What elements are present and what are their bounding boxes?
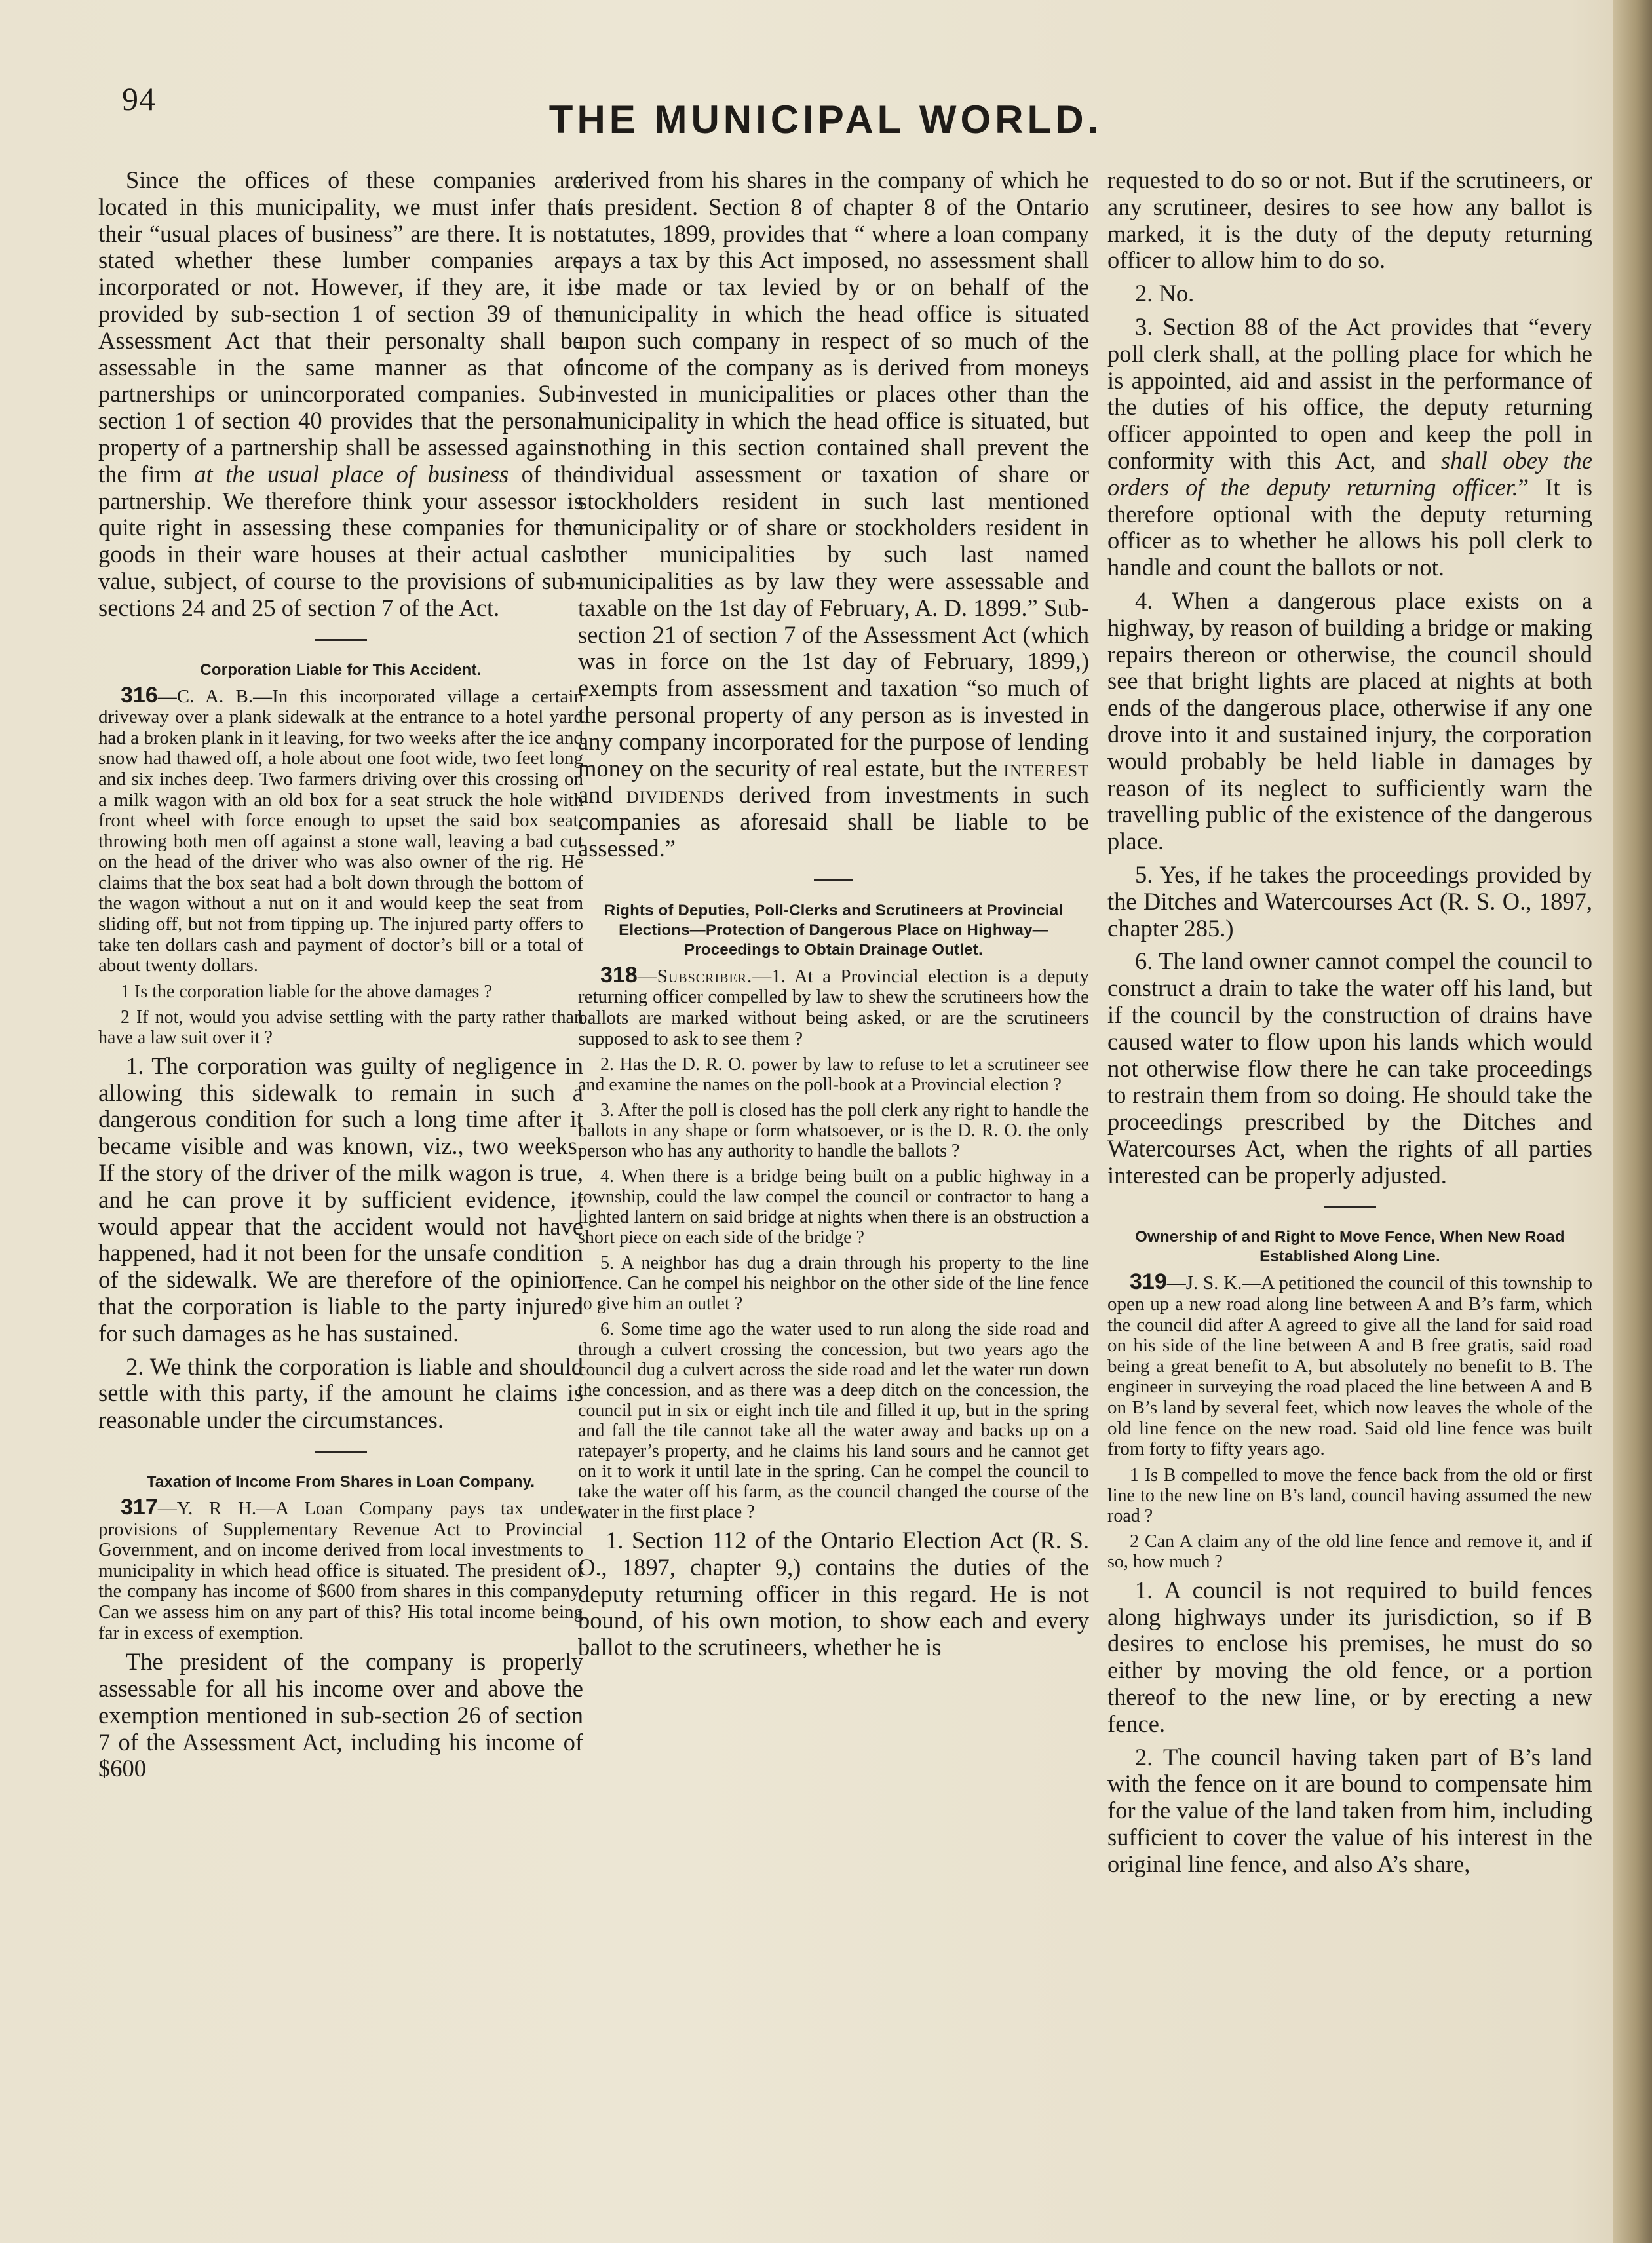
question-heading: Rights of Deputies, Poll-Clerks and Scrutineers at Provincial Elections—Protection of Dangerous Place on Highway—Proceedings to Obtain Drainage Outlet. — [604, 901, 1064, 959]
answer-paragraph: The president of the company is properly assessable for all his income over and above the exemption mentioned in sub-section 26 of section 7 of the Assessment Act, including his income of $600 — [98, 1648, 583, 1782]
question-number: 316 — [121, 682, 158, 708]
text: —Y. R H.—A Loan Company pays tax under provisions of Supplementary Revenue Act to Provincial Government, and on income derived from local investments to municipality in which head office is situated. The president of the company has income of $600 from shares in this company. Can we assess him on any part of this? His total income being far in excess of exemption. — [98, 1498, 583, 1643]
answer-paragraph: 2. The council having taken part of B’s land with the fence on it are bound to compensate him for the value of the land taken from him, including sufficient to cover the value of his interest in the original line fence, and also A’s share, — [1107, 1743, 1592, 1877]
text: of the partnership. We therefore think your assessor is quite right in assessing these companies for the goods in their ware houses at their actual cash value, subject, of course to the provisions of sub-sections 24 and 25 of section 7 of the Act. — [98, 460, 583, 621]
question-heading: Taxation of Income From Shares in Loan Company. — [146, 1473, 535, 1491]
answer-paragraph: 2. We think the corporation is liable and should settle with this party, if the amount he claims is reasonable under the circumstances. — [98, 1352, 583, 1434]
answer-paragraph: 2. No. — [1135, 280, 1195, 307]
paragraph — [578, 167, 1089, 862]
paragraph: requested to do so or not. But if the scrutineers, or any scrutineer, desires to see how any ballot is marked, it is the duty of the deputy returning officer to allow him to do so. — [1107, 167, 1592, 274]
text: 3. Section 88 of the Act provides that “every poll clerk shall, at the polling place for which he is appointed, aid and assist in the performance of the duties of his office, the deputy returning officer appointed to open and keep the poll in conformity with this Act, and — [1107, 313, 1592, 474]
question-item: 3. After the poll is closed has the poll clerk any right to handle the ballots in any shape or form whatsoever, or is the D. R. O. the only person who has any authority to handle the ballots ? — [578, 1100, 1089, 1162]
text: and — [578, 781, 613, 809]
question-item: 6. Some time ago the water used to run along the side road and through a culvert crossing the concession, but two years ago the council dug a culvert across the side road and let the water run down the concession, and as there was a deep ditch on the concession, the council put in six or eight inch tile and filled it up, but in the spring and fall the tile cannot take all the water away and backs up on a ratepayer’s property, and he claims his land sours and he cannot get on it to work it until late in the spring. Can he compel the council to take the water off his farm, as the council changed the course of the water in the first place ? — [578, 1319, 1089, 1523]
paragraph — [98, 167, 583, 622]
answer-paragraph: 1. A council is not required to build fences along highways under its jurisdiction, so if B desires to enclose his premises, he must do so either by moving the old fence, or a portion thereof to the new line, or by erecting a new fence. — [1107, 1576, 1592, 1737]
question-item: 4. When there is a bridge being built on a public highway in a township, could the law compel the council or contractor to hang a lighted lantern on said bridge at nights when there is an obstruction a short piece on each side of the bridge ? — [578, 1166, 1089, 1248]
question-item: 2 Can A claim any of the old line fence and remove it, and if so, how much ? — [1107, 1531, 1592, 1572]
small-caps-text: interest — [1003, 754, 1089, 782]
masthead-title: THE MUNICIPAL WORLD. — [548, 98, 1103, 142]
question-item: 1 Is the corporation liable for the above damages ? — [121, 981, 492, 1002]
column-3 — [1107, 167, 1592, 2218]
question-text — [578, 962, 1089, 1049]
text: —1. At a Provincial election is a deputy returning officer compelled by law to shew the scrutineers how the ballots are marked without being asked, or are the scrutineers supposed to ask to see them ? — [578, 965, 1089, 1049]
question-text — [98, 1497, 583, 1643]
answer-paragraph: 5. Yes, if he takes the proceedings provided by the Ditches and Watercourses Act (R. S. O., 1897, chapter 285.) — [1107, 860, 1592, 942]
answer-paragraph: 6. The land owner cannot compel the council to construct a drain to take the water off his land, but if the council by the construction of drains have caused water to flow upon his lands which would not otherwise flow there he can take proceedings to restrain them from so doing. He should take the proceedings prescribed by the Ditches and Watercourses Act, when the rights of all parties interested can be properly adjusted. — [1107, 948, 1592, 1189]
question-number: 317 — [121, 1495, 158, 1520]
answer-paragraph: 1. The corporation was guilty of negligence in allowing this sidewalk to remain in such a dangerous condition for such a long time after it became visible and was known, viz., two weeks. If the story of the driver of the milk wagon is true, and he can prove it by sufficient evidence, it would appear that the accident would not have happened, had it not been for the unsafe condition of the sidewalk. We are therefore of the opinion that the corporation is liable to the party injured for such damages as he has sustained. — [98, 1052, 583, 1347]
question-item: 2 If not, would you advise settling with the party rather than have a law suit over it ? — [98, 1006, 583, 1048]
question-text — [1107, 1269, 1592, 1460]
question-heading: Ownership of and Right to Move Fence, When New Road Established Along Line. — [1135, 1228, 1565, 1266]
text: derived from investments in such companies as aforesaid shall be liable to be assessed.” — [578, 781, 1089, 862]
page-number: 94 — [122, 81, 156, 117]
question-item: 2. Has the D. R. O. power by law to refuse to let a scrutineer see and examine the names on the poll-book at a Provincial election ? — [578, 1054, 1089, 1096]
small-caps-text: —Subscriber. — [637, 965, 753, 987]
text: ” It is therefore optional with the deputy returning officer as to whether he allows his poll clerk to handle and count the ballots or not. — [1107, 473, 1592, 581]
text: derived from his shares in the company of which he is president. Section 8 of chapter 8 of the Ontario statutes, 1899, provides that “ where a loan company pays a tax by this Act imposed, no assessment shall be made or tax levied by or on behalf of the municipality in which the head office is situated upon such company in respect of so much of the income of the company as is derived from moneys invested in municipalities or places other than the municipality in which the head office is situated, but nothing in this section contained shall prevent the individual assessment or taxation of share or stockholders resident in such last mentioned municipality or of share or stockholders resident in other municipalities by such last named municipalities as by law they were assessable and taxable on the 1st day of February, A. D. 1899.” Sub-section 21 of section 7 of the Assessment Act (which was in force on the 1st day of February, 1899,) exempts from assessment and taxation “so much of the personal property of any person as is invested in any company incorporated for the purpose of lending money on the security of real estate, but the — [578, 167, 1089, 782]
question-text — [98, 682, 583, 976]
question-item: 5. A neighbor has dug a drain through his property to the line fence. Can he compel his neighbor on the other side of the line fence to give him an outlet ? — [578, 1253, 1089, 1314]
text: Since the offices of these companies are located in this municipality, we must infer that their “usual places of business” are there. It is not stated whether these lumber companies are incorporated or not. However, if they are, it is provided by sub-section 1 of section 39 of the Assessment Act that their personalty shall be assessable in the same manner as that of partnerships or unincorporated companies. Sub-section 1 of section 40 provides that the personal property of a partnership shall be assessed against the firm — [98, 167, 583, 488]
question-heading: Corporation Liable for This Accident. — [200, 661, 482, 679]
question-item: 1 Is B compelled to move the fence back from the old or first line to the new line on B’s land, council having assumed the new road ? — [1107, 1465, 1592, 1526]
section-rule — [1324, 1206, 1376, 1208]
section-rule — [315, 1451, 367, 1453]
answer-paragraph: 4. When a dangerous place exists on a highway, by reason of building a bridge or making repairs thereon or otherwise, the council should see that bright lights are placed at nights at both ends of the dangerous place, otherwise if any one drove into it and sustained injury, the corporation would probably be held liable in damages by reason of its neglect to sufficiently warn the travelling public of the existence of the dangerous place. — [1107, 586, 1592, 855]
emphasis: at the usual place of business — [194, 460, 509, 488]
column-1 — [98, 167, 583, 2218]
question-number: 319 — [1130, 1269, 1167, 1295]
page-edge — [1613, 0, 1652, 2243]
section-rule — [814, 879, 853, 881]
question-number: 318 — [600, 962, 638, 987]
emphasis: shall obey the orders of the deputy returning officer. — [1107, 446, 1592, 501]
answer-paragraph: 1. Section 112 of the Ontario Election Act (R. S. O., 1897, chapter 9,) contains the duties of the deputy returning officer in this regard. He is not bound, of his own motion, to show each and every ballot to the scrutineers, whether he is — [578, 1527, 1089, 1661]
text: —J. S. K.—A petitioned the council of this township to open up a new road along line between A and B’s farm, which the council did after A agreed to give all the land for said road on his side of the line between A and B free gratis, said road being a great benefit to A, but absolutely no benefit to B. The engineer in surveying the road placed the line between A and B on B’s land by several feet, which now leaves the whole of the old line fence on the new road. Said old line fence was built from forty to fifty years ago. — [1107, 1273, 1592, 1460]
section-rule — [315, 639, 367, 641]
column-2 — [578, 167, 1089, 2218]
answer-paragraph — [1107, 314, 1592, 581]
text: —C. A. B.—In this incorporated village a certain driveway over a plank sidewalk at the entrance to a hotel yard had a broken plank in it leaving, for two weeks after the ice and snow had thawed off, a hole about one foot wide, two feet long and six inches deep. Two farmers driving over this crossing on a milk wagon with an old box for a seat struck the hole with front wheel with force enough to upset the said box seat, throwing both men off against a stone wall, leaving a bad cut on the head of the driver who was also owner of the rig. He claims that the box seat had a bolt down through the bottom of the wagon without a nut on it and would keep the seat from sliding off, but not from tipping up. The injured party offers to take ten dollars cash and payment of doctor’s bill or a total of about twenty dollars. — [98, 685, 583, 976]
small-caps-text: dividends — [626, 781, 725, 809]
